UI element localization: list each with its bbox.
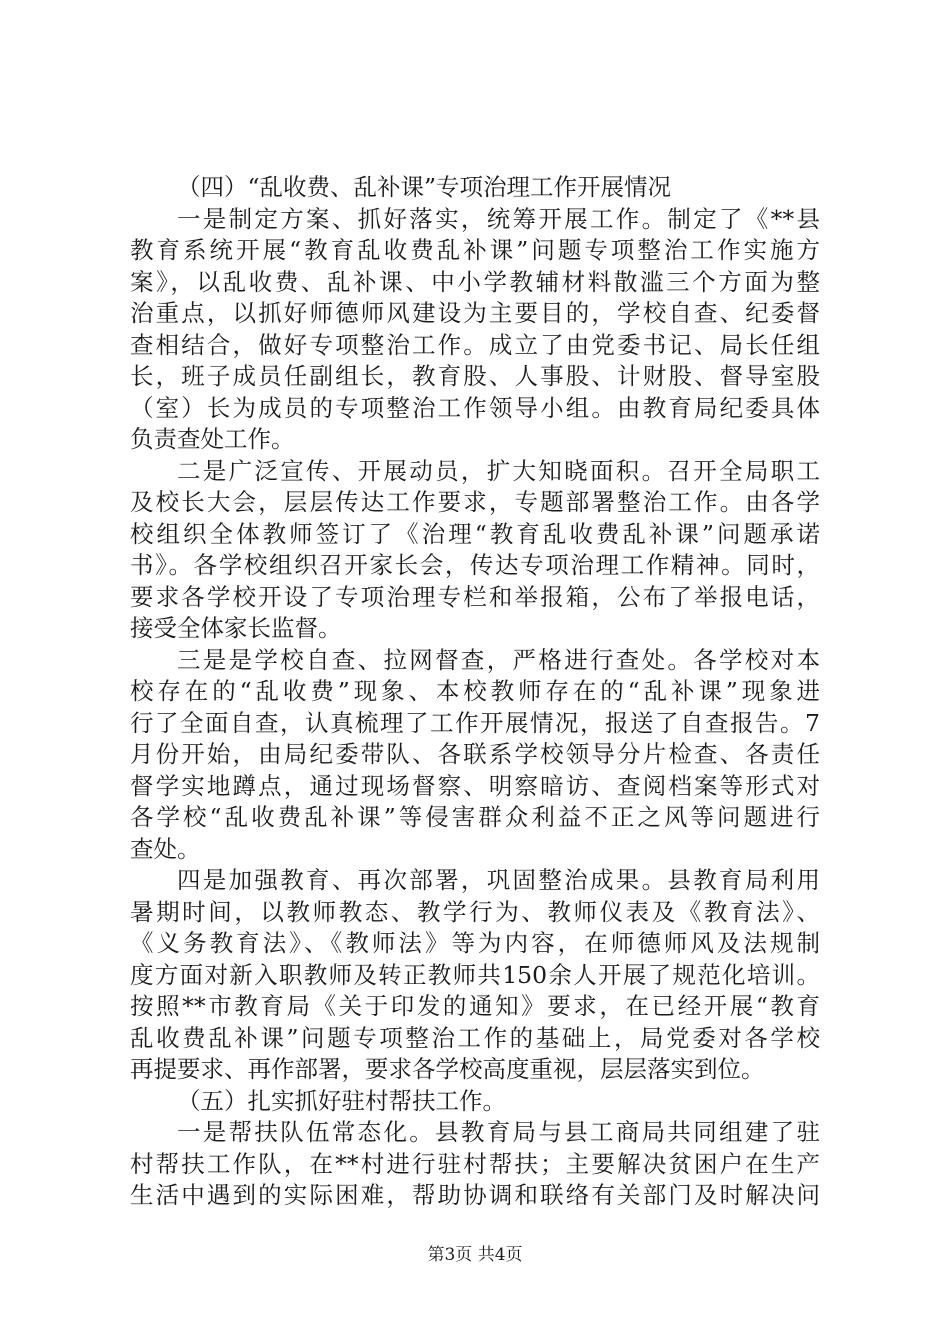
text-line: 校存在的“乱收费”现象、本校教师存在的“乱补课”现象进: [130, 677, 820, 705]
text-line: 查相结合，做好专项整治工作。成立了由党委书记、局长任组: [130, 330, 820, 359]
text-line: 校组织全体教师签订了《治理“教育乱收费乱补课”问题承诺: [130, 519, 820, 548]
text-line: 二是广泛宣传、开展动员，扩大知晓面积。召开全局职工: [177, 456, 820, 485]
text-line: 长，班子成员任副组长，教育股、人事股、计财股、督导室股: [130, 362, 820, 390]
text-line: 三是是学校自查、拉网督查，严格进行查处。各学校对本: [177, 645, 820, 674]
text-line: 按照**市教育局《关于印发的通知》要求，在已经开展“教育: [130, 992, 820, 1020]
text-line: 《义务教育法》、《教师法》等为内容，在师德师风及法规制: [130, 929, 820, 957]
text-line: 及校长大会，层层传达工作要求，专题部署整治工作。由各学: [130, 488, 820, 516]
text-line: 督学实地蹲点，通过现场督察、明察暗访、查阅档案等形式对: [130, 771, 820, 800]
text-line: （五）扎实抓好驻村帮扶工作。: [177, 1086, 506, 1115]
text-line: 负责查处工作。: [130, 425, 295, 453]
text-line: 乱收费乱补课”问题专项整治工作的基础上，局党委对各学校: [130, 1023, 820, 1052]
text-line: 治重点，以抓好师德师风建设为主要目的，学校自查、纪委督: [130, 299, 820, 327]
text-line: 案》，以乱收费、乱补课、中小学教辅材料散滥三个方面为整: [130, 267, 820, 296]
text-line: 一是帮扶队伍常态化。县教育局与县工商局共同组建了驻: [177, 1118, 820, 1146]
text-line: （四）“乱收费、乱补课”专项治理工作开展情况: [177, 173, 672, 201]
text-line: 月份开始，由局纪委带队、各联系学校领导分片检查、各责任: [130, 740, 820, 768]
text-line: 生活中遇到的实际困难，帮助协调和联络有关部门及时解决问: [130, 1181, 820, 1209]
text-line: 行了全面自查，认真梳理了工作开展情况，报送了自查报告。7: [130, 708, 820, 737]
text-line: 要求各学校开设了专项治理专栏和举报箱，公布了举报电话，: [130, 582, 820, 611]
text-line: 暑期时间，以教师教态、教学行为、教师仪表及《教育法》、: [130, 897, 820, 926]
text-line: 查处。: [130, 834, 201, 863]
text-line: 教育系统开展“教育乱收费乱补课”问题专项整治工作实施方: [130, 236, 820, 264]
text-line: 四是加强教育、再次部署，巩固整治成果。县教育局利用: [177, 866, 820, 894]
page-footer: 第3页 共4页: [427, 1245, 523, 1265]
text-line: 度方面对新入职教师及转正教师共150余人开展了规范化培训。: [130, 960, 820, 989]
text-line: 接受全体家长监督。: [130, 614, 342, 642]
document-body: [130, 172, 820, 1212]
text-line: （室）长为成员的专项整治工作领导小组。由教育局纪委具体: [130, 393, 820, 422]
text-line: 村帮扶工作队，在**村进行驻村帮扶；主要解决贫困户在生产: [130, 1149, 820, 1178]
text-line: 书》。各学校组织召开家长会，传达专项治理工作精神。同时，: [130, 551, 820, 579]
text-line: 各学校“乱收费乱补课”等侵害群众利益不正之风等问题进行: [130, 803, 820, 831]
text-line: 再提要求、再作部署，要求各学校高度重视，层层落实到位。: [130, 1055, 765, 1083]
text-line: 一是制定方案、抓好落实，统筹开展工作。制定了《**县: [177, 204, 820, 233]
